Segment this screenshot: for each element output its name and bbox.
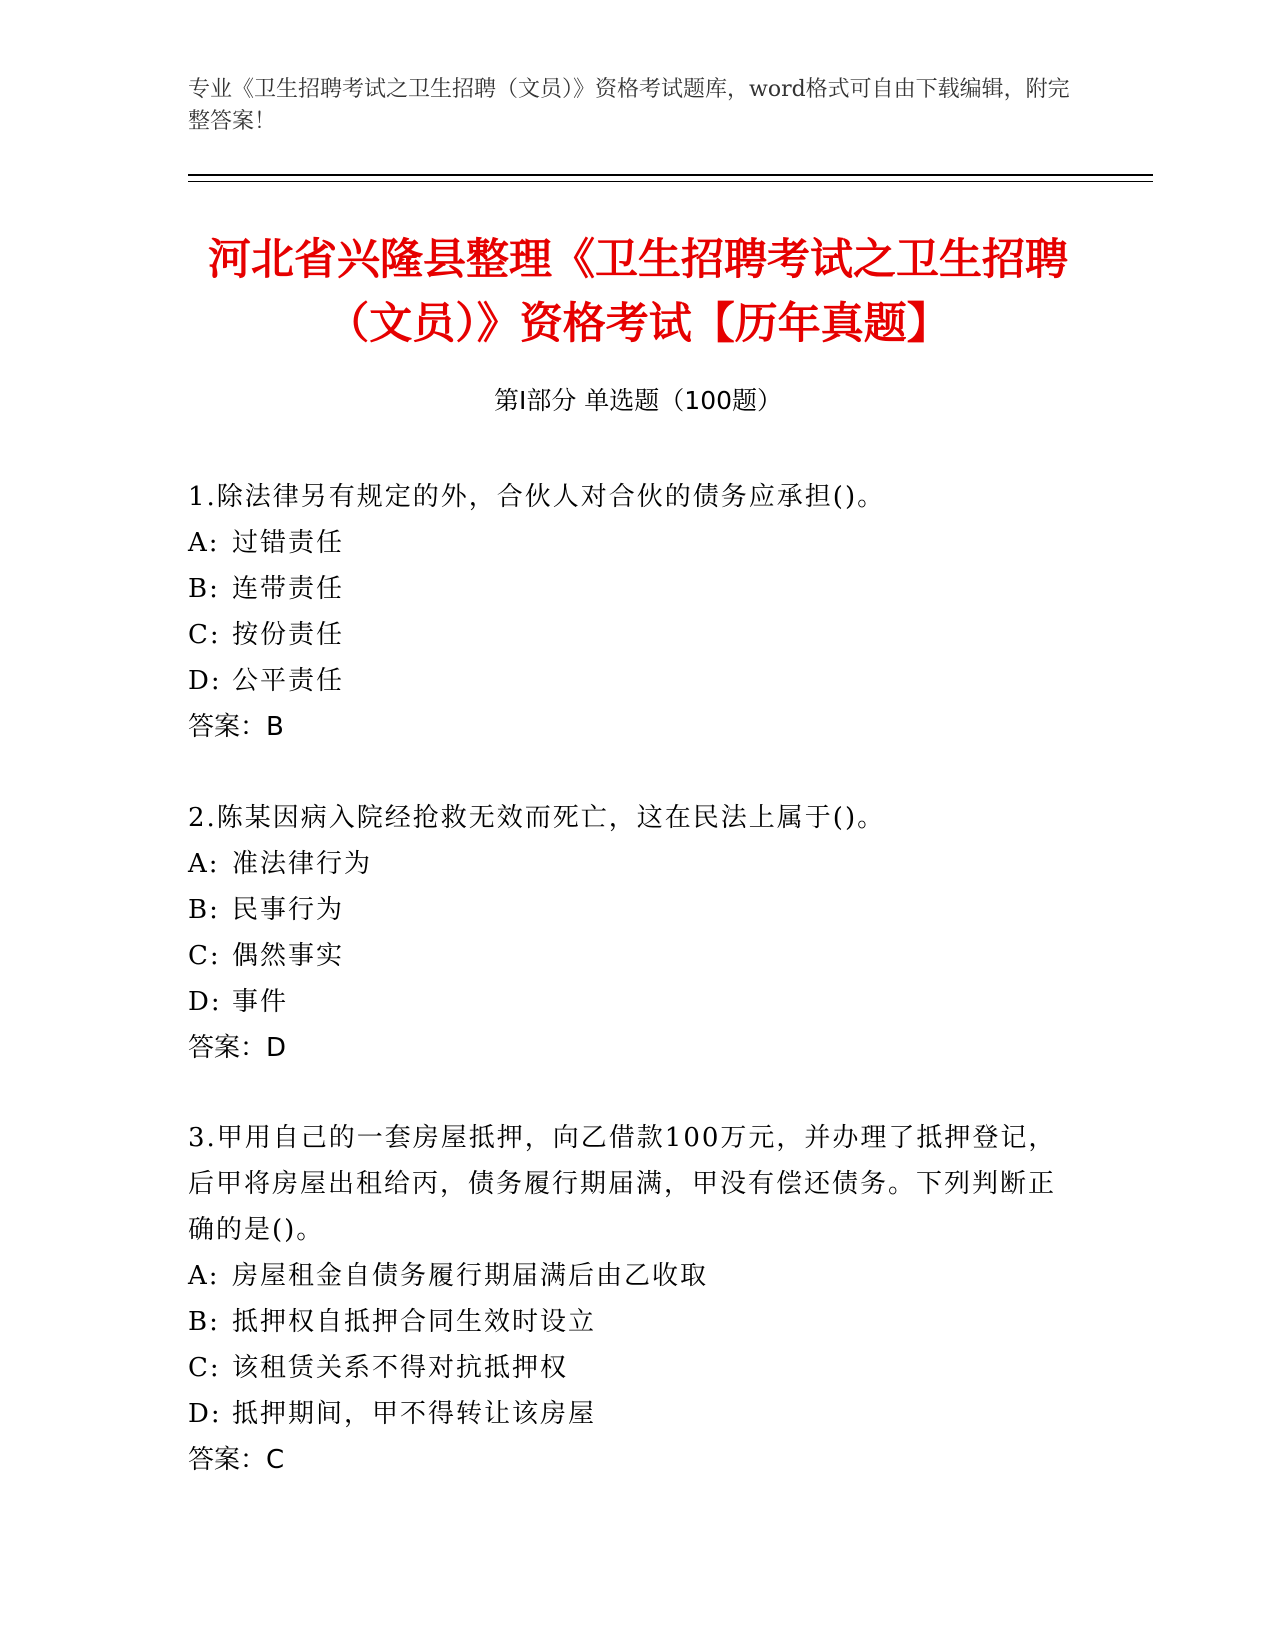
option-a [188, 841, 1068, 887]
option-b [188, 1299, 1068, 1345]
option-d [188, 1391, 1068, 1437]
question-stem: 3.甲用自己的一套房屋抵押，向乙借款100万元，并办理了抵押登记，后甲将房屋出租给丙，债务履行期届满，甲没有偿还债务。下列判断正确的是()。 [188, 1123, 1057, 1245]
answer-line: 答案：D [188, 1033, 287, 1063]
option-text: 民事行为 [232, 895, 345, 925]
option-letter: B: [188, 1307, 220, 1337]
option-text: 公平责任 [232, 666, 345, 696]
option-d [188, 658, 1068, 704]
option-text: 房屋租金自债务履行期届满后由乙收取 [232, 1261, 709, 1291]
option-text: 该租赁关系不得对抗抵押权 [232, 1353, 569, 1383]
question-stem: 1.除法律另有规定的外，合伙人对合伙的债务应承担()。 [188, 482, 886, 512]
option-text: 抵押权自抵押合同生效时设立 [232, 1307, 597, 1337]
option-text: 按份责任 [232, 620, 345, 650]
option-letter: B: [188, 895, 220, 925]
option-letter: B: [188, 574, 220, 604]
header-note: 专业《卫生招聘考试之卫生招聘（文员）》资格考试题库，word格式可自由下载编辑，附完整答案！ [188, 77, 1070, 134]
option-c [188, 1345, 1068, 1391]
answer-line: 答案：C [188, 1445, 285, 1475]
option-text: 抵押期间，甲不得转让该房屋 [232, 1399, 597, 1429]
question-3 [188, 1115, 1068, 1483]
option-text: 准法律行为 [232, 849, 373, 879]
option-letter: D: [188, 666, 222, 696]
option-letter: C: [188, 620, 221, 650]
option-letter: A: [188, 1261, 220, 1291]
option-c [188, 612, 1068, 658]
option-letter: D: [188, 1399, 222, 1429]
option-letter: A: [188, 849, 220, 879]
question-stem: 2.陈某因病入院经抢救无效而死亡，这在民法上属于()。 [188, 803, 886, 833]
header-rule-thin [188, 181, 1153, 182]
option-a [188, 1253, 1068, 1299]
option-b [188, 887, 1068, 933]
option-letter: C: [188, 941, 221, 971]
option-a [188, 520, 1068, 566]
question-2 [188, 795, 1068, 1071]
option-letter: D: [188, 987, 222, 1017]
document-title: 河北省兴隆县整理《卫生招聘考试之卫生招聘（文员）》资格考试【历年真题】 [208, 235, 1068, 349]
option-b [188, 566, 1068, 612]
option-d [188, 979, 1068, 1025]
question-1 [188, 474, 1068, 750]
section-title: 第Ⅰ部分 单选题（100题） [493, 386, 783, 415]
option-text: 事件 [232, 987, 289, 1017]
option-text: 过错责任 [232, 528, 345, 558]
header-rule-thick [188, 174, 1153, 176]
option-text: 偶然事实 [232, 941, 345, 971]
option-letter: A: [188, 528, 220, 558]
option-text: 连带责任 [232, 574, 345, 604]
option-c [188, 933, 1068, 979]
option-letter: C: [188, 1353, 221, 1383]
answer-line: 答案：B [188, 712, 284, 742]
